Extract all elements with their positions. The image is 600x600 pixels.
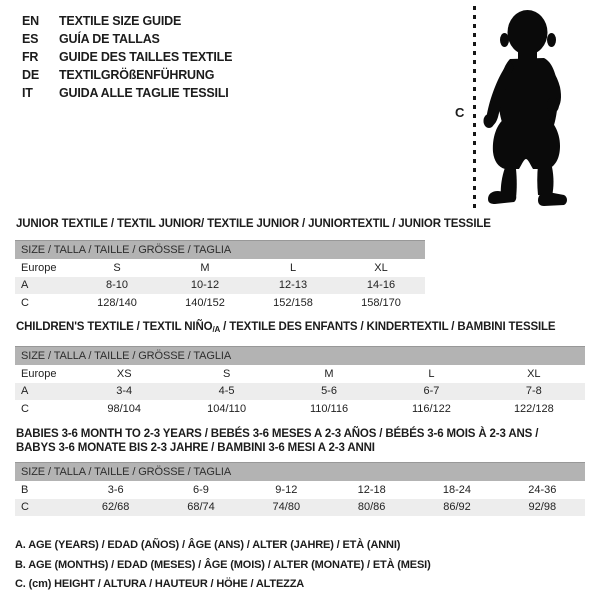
- row-label: Europe: [21, 261, 57, 274]
- table-cell: 128/140: [97, 296, 137, 309]
- table-cell: 62/68: [101, 501, 130, 514]
- junior-section-title: [16, 217, 491, 231]
- table-cell: L: [428, 367, 435, 380]
- footnote-c: C. (cm) HEIGHT / ALTURA / HAUTEUR / HÖHE / ALTEZZA: [15, 578, 305, 590]
- table-cell: 98/104: [107, 402, 142, 415]
- junior-textile-section: [15, 217, 491, 312]
- babies-section-title: [16, 427, 585, 455]
- table-row: [15, 481, 585, 499]
- lang-code: DE: [22, 68, 39, 82]
- table-cell: 92/98: [528, 501, 557, 514]
- babies-table-rows: [15, 481, 585, 516]
- table-cell: 12-18: [357, 483, 386, 496]
- lang-title: GUIDE DES TAILLES TEXTILE: [59, 50, 233, 64]
- table-cell: 24-36: [528, 483, 557, 496]
- lang-row-it: [22, 84, 232, 102]
- children-size-table: [15, 346, 585, 418]
- table-cell: 140/152: [185, 296, 225, 309]
- babies-textile-section: [15, 427, 585, 516]
- legend-footnotes: [15, 536, 431, 595]
- children-title-subscript: /A: [212, 325, 221, 334]
- table-cell: 12-13: [278, 279, 308, 292]
- table-cell: 6-9: [193, 483, 209, 496]
- junior-table-rows: [15, 259, 425, 312]
- lang-title: GUÍA DE TALLAS: [59, 32, 160, 46]
- table-cell: 14-16: [366, 279, 396, 292]
- lang-row-en: [22, 12, 232, 30]
- row-label: Europe: [21, 367, 57, 380]
- table-row: [15, 365, 585, 383]
- table-cell: 74/80: [272, 501, 301, 514]
- table-cell: 9-12: [275, 483, 298, 496]
- table-cell: S: [113, 261, 121, 274]
- lang-code: IT: [22, 86, 33, 100]
- babies-size-table: [15, 462, 585, 516]
- table-row: [15, 383, 585, 401]
- table-cell: 122/128: [513, 402, 554, 415]
- table-cell: 152/158: [273, 296, 313, 309]
- babies-title-line2: BABYS 3-6 MONATE BIS 2-3 JAHRE / BAMBINI 3-6 MESI A 2-3 ANNI: [16, 442, 375, 454]
- children-title-text: / TEXTILE DES ENFANTS / KINDERTEXTIL / BAMBINI TESSILE: [220, 321, 556, 333]
- row-label: A: [21, 279, 29, 292]
- junior-title-text: JUNIOR TEXTILE / TEXTIL JUNIOR/ TEXTILE JUNIOR / JUNIORTEXTIL / JUNIOR TESSILE: [16, 218, 491, 230]
- table-cell: 4-5: [218, 385, 235, 398]
- table-cell: 18-24: [442, 483, 472, 496]
- language-title-list: [22, 12, 232, 102]
- table-cell: 104/110: [207, 402, 247, 415]
- table-cell: 110/116: [309, 402, 349, 415]
- toddler-silhouette-icon: [480, 7, 572, 208]
- lang-title: TEXTILGRÖßENFÜHRUNG: [59, 68, 215, 82]
- table-cell: M: [324, 367, 334, 380]
- footnote-a: A. AGE (YEARS) / EDAD (AÑOS) / ÂGE (ANS) / ALTER (JAHRE) / ETÀ (ANNI): [15, 539, 401, 551]
- table-cell: S: [222, 367, 231, 380]
- table-cell: M: [200, 261, 210, 274]
- lang-row-es: [22, 30, 232, 48]
- row-label: C: [21, 296, 29, 309]
- size-header-bar: SIZE / TALLA / TAILLE / GRÖSSE / TAGLIA: [15, 346, 585, 365]
- babies-title-line1: BABIES 3-6 MONTH TO 2-3 YEARS / BEBÉS 3-6 MESES A 2-3 AÑOS / BÉBÉS 3-6 MOIS À 2-3 ANS /: [16, 428, 539, 440]
- size-header-bar: SIZE / TALLA / TAILLE / GRÖSSE / TAGLIA: [15, 462, 585, 481]
- row-label: A: [21, 385, 29, 398]
- table-cell: 6-7: [423, 385, 440, 398]
- lang-row-fr: [22, 48, 232, 66]
- height-measure-line: [473, 6, 476, 210]
- children-section-title: [16, 320, 585, 337]
- lang-row-de: [22, 66, 232, 84]
- size-header-bar: SIZE / TALLA / TAILLE / GRÖSSE / TAGLIA: [15, 240, 425, 259]
- table-row: [15, 400, 585, 418]
- table-cell: 158/170: [361, 296, 401, 309]
- table-cell: 3-6: [107, 483, 124, 496]
- row-label: C: [21, 402, 29, 415]
- table-cell: 8-10: [105, 279, 129, 292]
- row-label: B: [21, 483, 29, 496]
- footnote-b: B. AGE (MONTHS) / EDAD (MESES) / ÂGE (MOIS) / ALTER (MONATE) / ETÀ (MESI): [15, 558, 431, 571]
- children-textile-section: [15, 320, 585, 418]
- table-cell: XS: [116, 367, 132, 380]
- children-table-rows: [15, 365, 585, 418]
- table-cell: 68/74: [187, 501, 215, 514]
- table-row: [15, 277, 425, 295]
- row-label: C: [21, 501, 29, 514]
- table-cell: 86/92: [443, 501, 471, 514]
- height-measure-label: C: [455, 105, 465, 120]
- table-cell: 80/86: [357, 501, 386, 514]
- table-row: [15, 499, 585, 517]
- table-row: [15, 294, 425, 312]
- children-title-text: CHILDREN'S TEXTILE / TEXTIL NIÑO: [16, 321, 213, 333]
- lang-title: GUIDA ALLE TAGLIE TESSILI: [59, 86, 229, 100]
- lang-title: TEXTILE SIZE GUIDE: [59, 14, 182, 28]
- lang-code: ES: [22, 32, 39, 46]
- table-cell: L: [289, 261, 297, 274]
- table-cell: 3-4: [116, 385, 133, 398]
- lang-code: EN: [22, 14, 39, 28]
- table-row: [15, 259, 425, 277]
- lang-code: FR: [22, 50, 39, 64]
- junior-size-table: [15, 240, 425, 312]
- table-cell: XL: [527, 367, 541, 380]
- table-cell: XL: [374, 261, 388, 274]
- table-cell: 116/122: [411, 402, 451, 415]
- table-cell: 10-12: [190, 279, 220, 292]
- table-cell: 5-6: [321, 385, 337, 398]
- table-cell: 7-8: [525, 385, 542, 398]
